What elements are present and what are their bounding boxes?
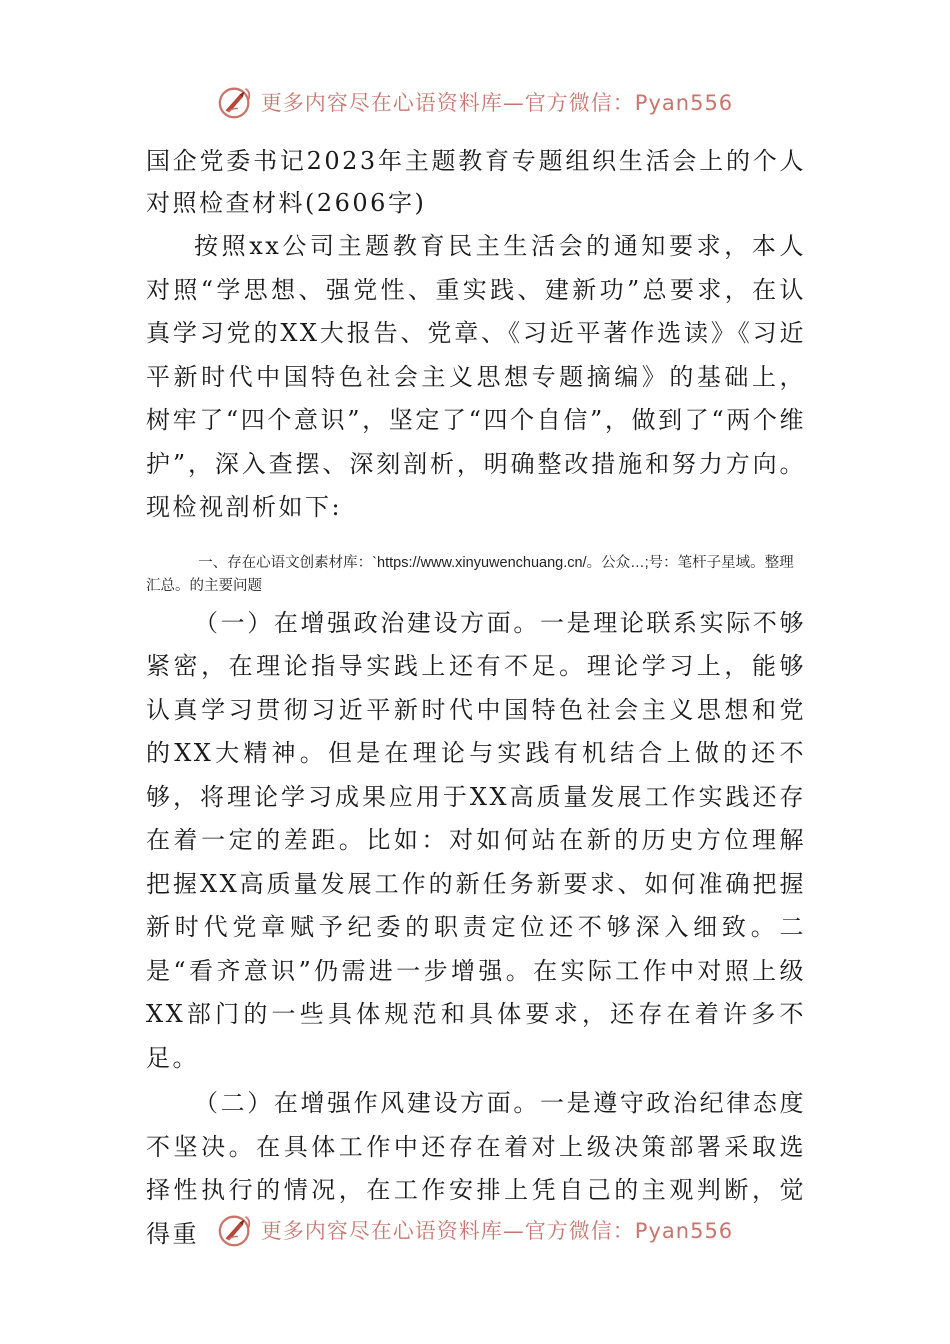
pen-nib-circle-icon	[217, 1211, 255, 1249]
document-body	[146, 140, 806, 1256]
intro-paragraph: 按照xx公司主题教育民主生活会的通知要求，本人对照“学思想、强党性、重实践、建新功”总要求，在认真学习党的XX大报告、党章、《习近平著作选读》《习近平新时代中国特色社会主义思想专题摘编》的基础上，树牢了“四个意识”，坚定了“四个自信”，做到了“两个维护”，深入查摆、深刻剖析，明确整改措施和努力方向。现检视剖析如下:	[146, 232, 806, 521]
watermark-text: 更多内容尽在心语资料库—官方微信：Pyan556	[260, 91, 734, 115]
pen-nib-circle-icon	[217, 83, 255, 121]
footer-watermark	[0, 1208, 950, 1252]
header-watermark	[0, 80, 950, 124]
paragraph-political-construction: （一）在增强政治建设方面。一是理论联系实际不够紧密，在理论指导实践上还有不足。理论学习上，能够认真学习贯彻习近平新时代中国特色社会主义思想和党的XX大精神。但是在理论与实践有机结合上做的还不够，将理论学习成果应用于XX高质量发展工作实践还存在着一定的差距。比如：对如何站在新的历史方位理解把握XX高质量发展工作的新任务新要求、如何准确把握新时代党章赋予纪委的职责定位还不够深入细致。二是“看齐意识”仍需进一步增强。在实际工作中对照上级XX部门的一些具体规范和具体要求，还存在着许多不足。	[146, 608, 806, 1072]
section-heading: 一、存在心语文创素材库：`https://www.xinyuwenchuang.cn/。公众…;号：笔杆子星域。整理汇总。的主要问题	[146, 554, 794, 594]
watermark-text: 更多内容尽在心语资料库—官方微信：Pyan556	[260, 1219, 734, 1243]
paragraph-work-style: （二）在增强作风建设方面。一是遵守政治纪律态度不坚决。在具体工作中还存在着对上级决策部署采取选择性执行的情况，在工作安排上凭自己的主观判断，觉得重	[146, 1089, 806, 1248]
document-title: 国企党委书记2023年主题教育专题组织生活会上的个人对照检查材料(2606字)	[146, 147, 806, 217]
